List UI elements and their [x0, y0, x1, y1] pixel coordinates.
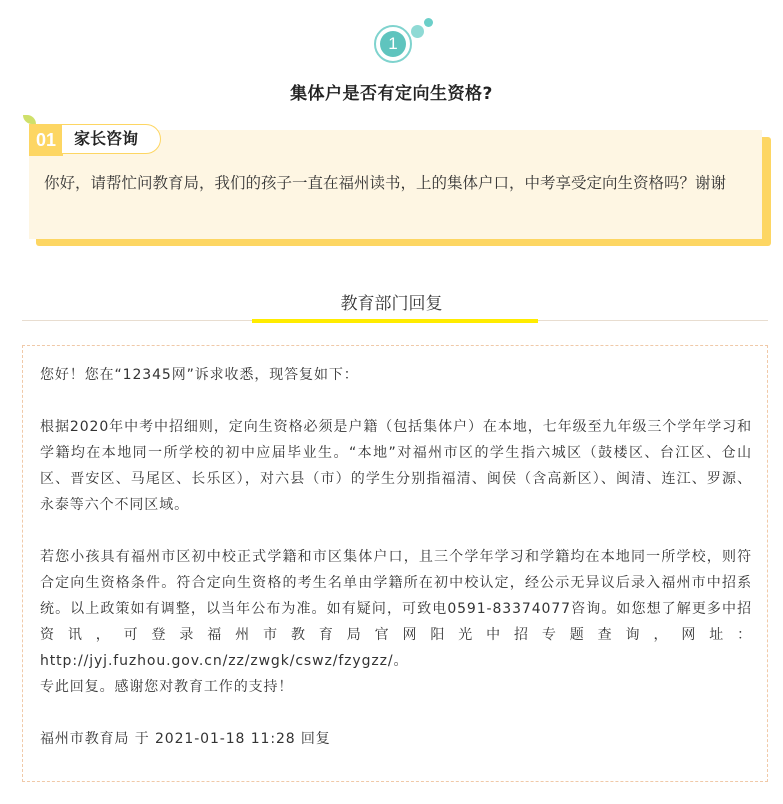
question-number-badge: [374, 17, 436, 65]
question-number: 1: [380, 31, 406, 57]
reply-paragraph: 根据2020年中考中招细则，定向生资格必须是户籍（包括集体户）在本地，七年级至九年级三个学年学习和学籍均在本地同一所学校的初中应届毕业生。“本地”对福州市区的学生指六城区（鼓楼区、台江区、仓山区、晋安区、马尾区、长乐区），对六县（市）的学生分别指福清、闽侯（含高新区）、闽清、连江、罗源、永泰等六个不同区域。: [40, 419, 752, 513]
consult-question-text: 你好，请帮忙问教育局，我们的孩子一直在福州读书，上的集体户口，中考享受定向生资格吗？谢谢: [44, 174, 727, 192]
decor-dot-medium: [411, 25, 424, 38]
consult-tag-number: 01: [29, 124, 63, 156]
section-title-underline: [252, 319, 538, 323]
reply-closing: 专此回复。感谢您对教育工作的支持！: [40, 679, 294, 695]
consult-tag-label: 家长咨询: [61, 124, 161, 154]
reply-signature: 福州市教育局 于 2021-01-18 11:28 回复: [40, 731, 331, 747]
reply-paragraph: 若您小孩具有福州市区初中校正式学籍和市区集体户口，且三个学年学习和学籍均在本地同一所学校，则符合定向生资格条件。符合定向生资格的考生名单由学籍所在初中校认定，经公示无异议后录入福州市中招系统。以上政策如有调整，以当年公布为准。如有疑问，可致电0591-83374077咨询。如您想了解更多中招资讯，可登录福州市教育局官网阳光中招专题查询，网址：http://jyj.fuzhou.gov.cn/zz/zwgk/cswz/fzygzz/。: [40, 549, 752, 669]
reply-greeting: 您好！您在“12345网”诉求收悉，现答复如下：: [40, 367, 359, 383]
reply-body: [40, 362, 752, 752]
question-title: 集体户是否有定向生资格?: [290, 84, 493, 104]
leaf-icon: [23, 115, 36, 124]
badge-ring: [374, 25, 412, 63]
reply-section-title: 教育部门回复: [340, 294, 443, 314]
decor-dot-small: [424, 18, 433, 27]
